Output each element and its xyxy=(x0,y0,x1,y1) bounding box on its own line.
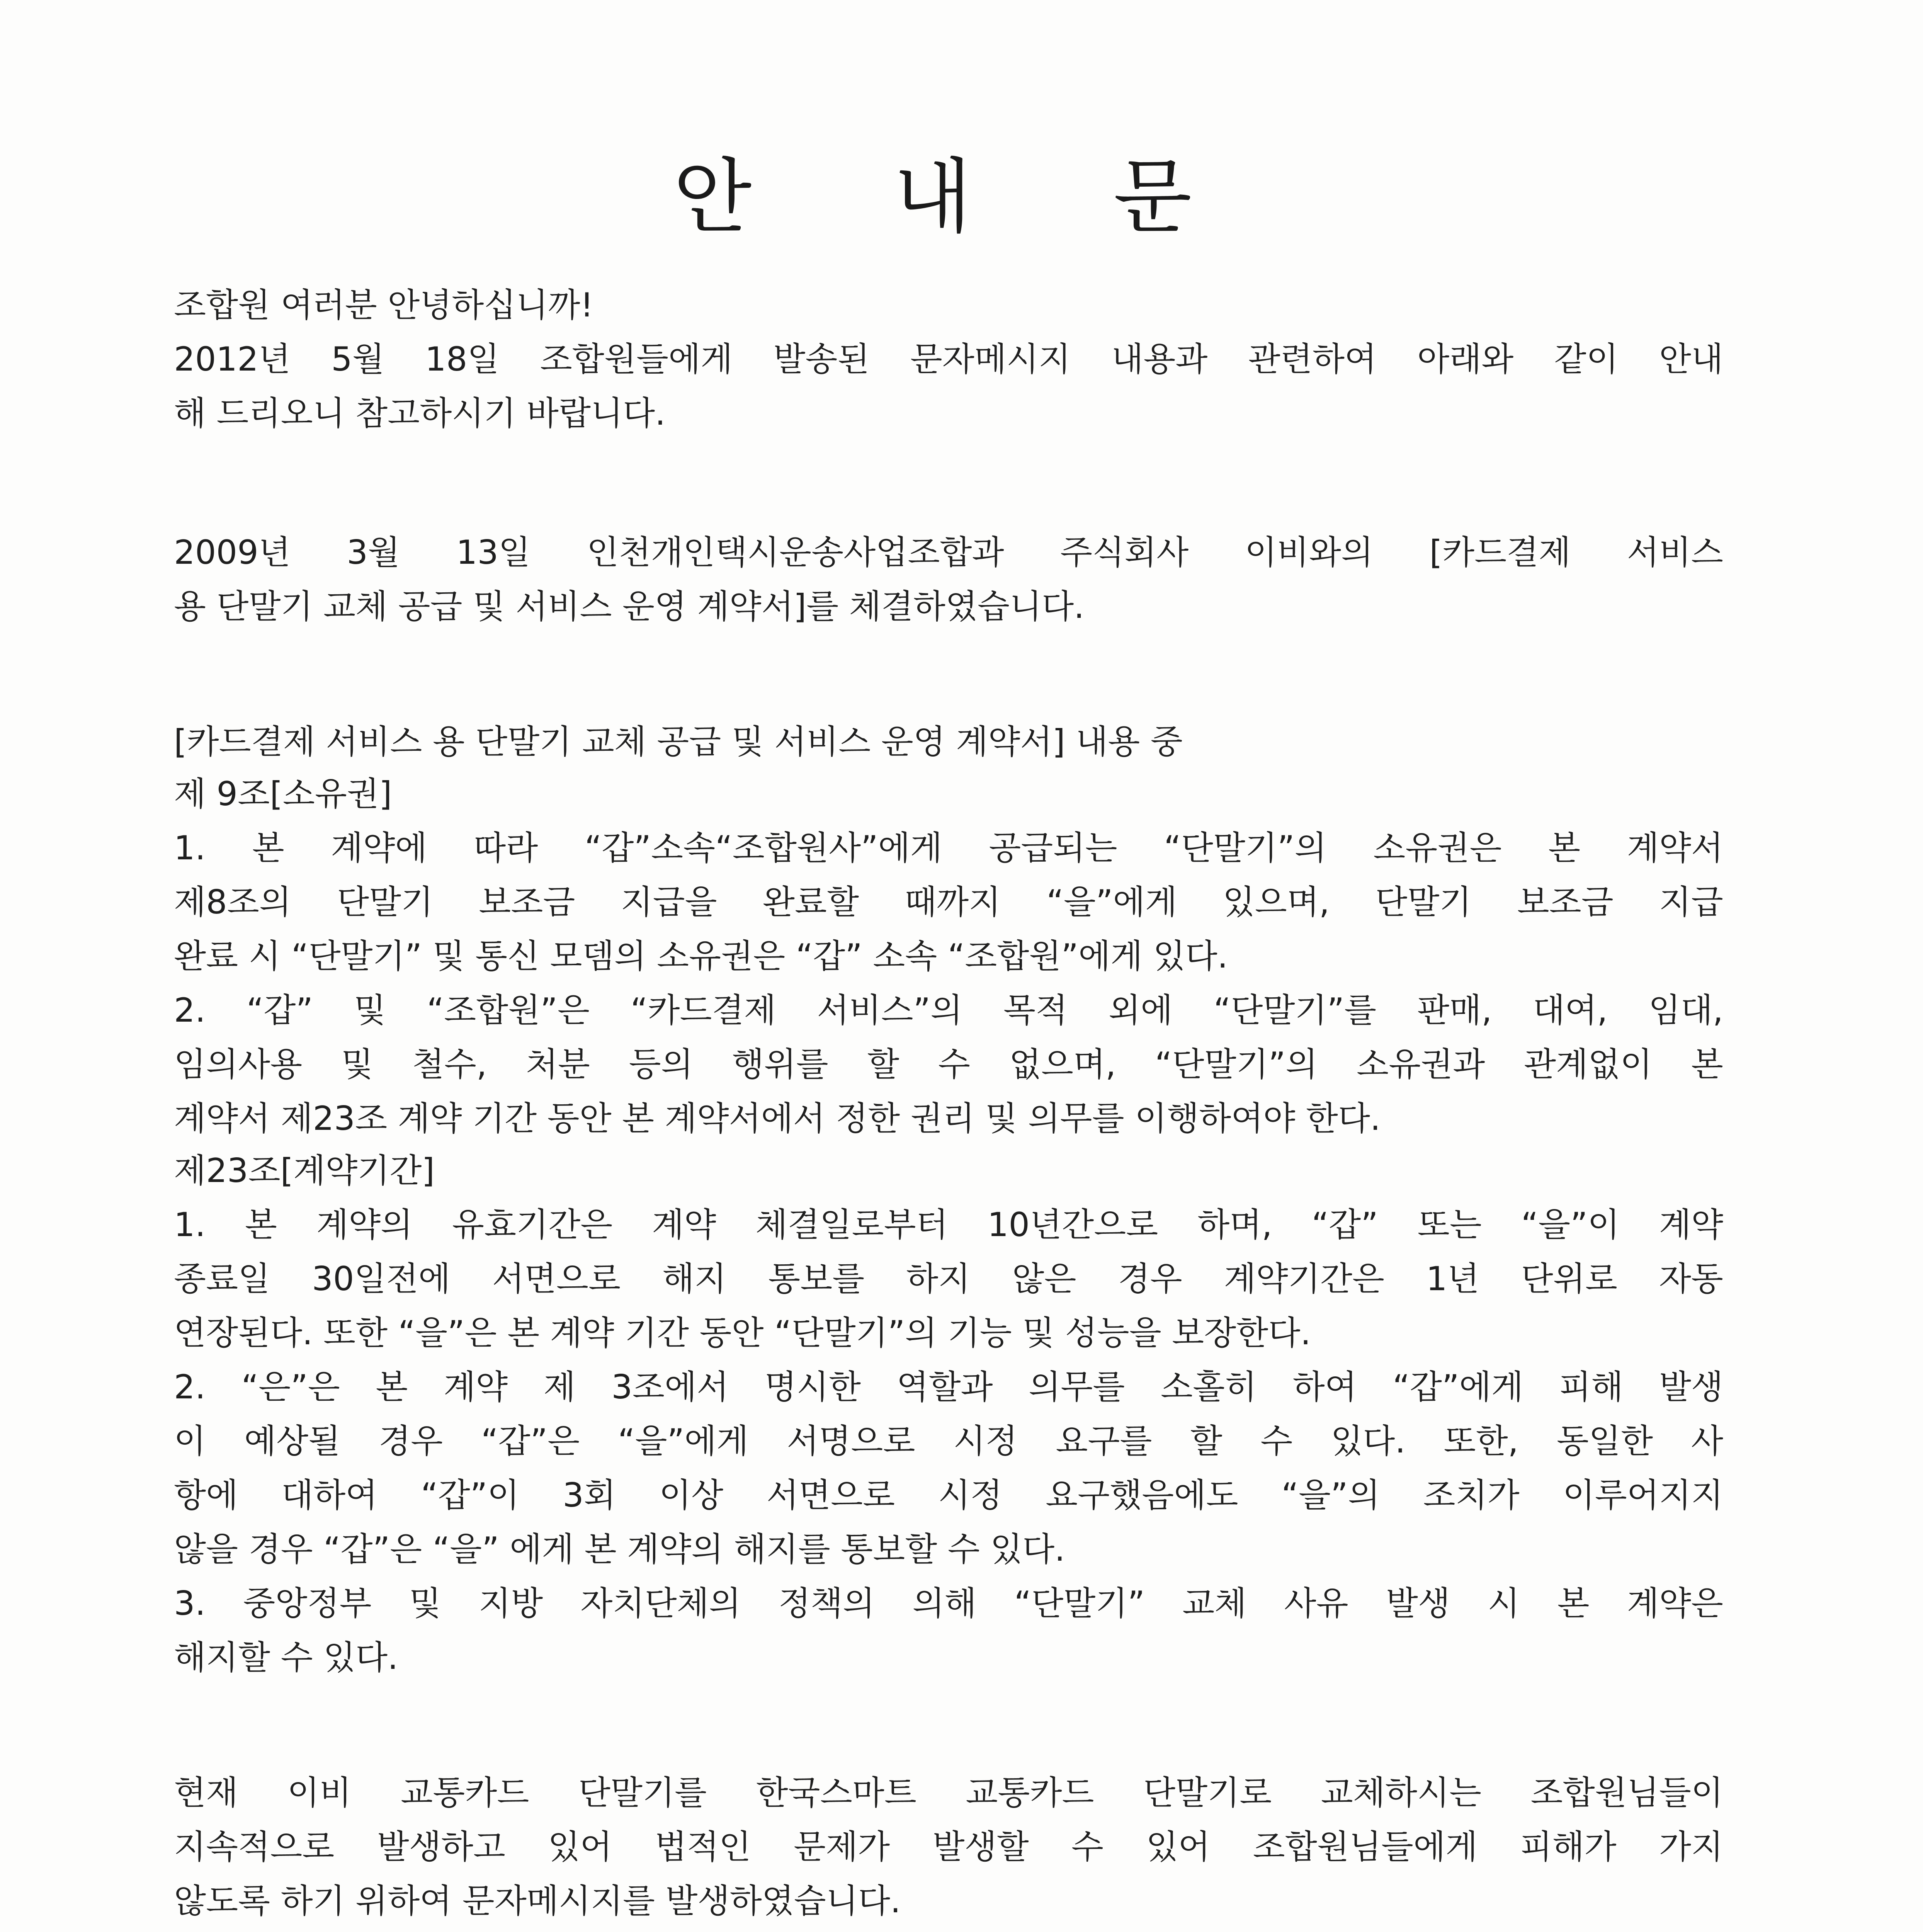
article-9-heading: 제 9조[소유권] xyxy=(174,775,392,813)
contract-line-1: 2009년 3월 13일 인천개인택시운송사업조합과 주식회사 이비와의 [카드결제 서비스 xyxy=(174,533,1723,572)
greeting-line: 조합원 여러분 안녕하십니까! xyxy=(174,286,594,325)
article-9-clause-2-line-1: 2. “갑” 및 “조합원”은 “카드결제 서비스”의 목적 외에 “단말기”를 판매, 대여, 임대, xyxy=(174,991,1723,1030)
article-9-clause-1-line-2: 제8조의 단말기 보조금 지급을 완료할 때까지 “을”에게 있으며, 단말기 보조금 지급 xyxy=(174,883,1723,922)
article-9-clause-2-line-3: 계약서 제23조 계약 기간 동안 본 계약서에서 정한 권리 및 의무를 이행하여야 한다. xyxy=(174,1099,1381,1138)
article-23-clause-1-line-2: 종료일 30일전에 서면으로 해지 통보를 하지 않은 경우 계약기간은 1년 단위로 자동 xyxy=(174,1260,1723,1298)
article-23-clause-1-line-3: 연장된다. 또한 “을”은 본 계약 기간 동안 “단말기”의 기능 및 성능을 보장한다. xyxy=(174,1314,1311,1352)
article-9-clause-1-line-1: 1. 본 계약에 따라 “갑”소속“조합원사”에게 공급되는 “단말기”의 소유권은 본 계약서 xyxy=(174,829,1723,867)
article-23-clause-1-line-1: 1. 본 계약의 유효기간은 계약 체결일로부터 10년간으로 하며, “갑” 또는 “을”이 계약 xyxy=(174,1206,1723,1244)
closing-line-3: 않도록 하기 위하여 문자메시지를 발생하였습니다. xyxy=(174,1882,901,1920)
article-9-clause-2-line-2: 임의사용 및 철수, 처분 등의 행위를 할 수 없으며, “단말기”의 소유권과 관계없이 본 xyxy=(174,1045,1723,1084)
article-23-clause-3-line-1: 3. 중앙정부 및 지방 자치단체의 정책의 의해 “단말기” 교체 사유 발생 시 본 계약은 xyxy=(174,1584,1723,1623)
contract-content-heading: [카드결제 서비스 용 단말기 교체 공급 및 서비스 운영 계약서] 내용 중 xyxy=(174,723,1183,761)
closing-line-1: 현재 이비 교통카드 단말기를 한국스마트 교통카드 단말기로 교체하시는 조합원님들이 xyxy=(174,1774,1723,1812)
article-9-clause-1-line-3: 완료 시 “단말기” 및 통신 모뎀의 소유권은 “갑” 소속 “조합원”에게 있다. xyxy=(174,937,1228,976)
article-23-clause-3-line-2: 해지할 수 있다. xyxy=(174,1638,398,1677)
article-23-heading: 제23조[계약기간] xyxy=(174,1151,435,1190)
article-23-clause-2-line-4: 않을 경우 “갑”은 “을” 에게 본 계약의 해지를 통보할 수 있다. xyxy=(174,1530,1065,1569)
closing-line-2: 지속적으로 발생하고 있어 법적인 문제가 발생할 수 있어 조합원님들에게 피해가 가지 xyxy=(174,1828,1723,1866)
article-23-clause-2-line-1: 2. “은”은 본 계약 제 3조에서 명시한 역할과 의무를 소홀히 하여 “갑”에게 피해 발생 xyxy=(174,1368,1723,1406)
document-title: 안 내 문 xyxy=(673,150,1250,244)
intro-line-1: 2012년 5월 18일 조합원들에게 발송된 문자메시지 내용과 관련하여 아래와 같이 안내 xyxy=(174,340,1723,379)
intro-line-2: 해 드리오니 참고하시기 바랍니다. xyxy=(174,394,666,433)
contract-line-2: 용 단말기 교체 공급 및 서비스 운영 계약서]를 체결하였습니다. xyxy=(174,587,1085,626)
article-23-clause-2-line-3: 항에 대하여 “갑”이 3회 이상 서면으로 시정 요구했음에도 “을”의 조치가 이루어지지 xyxy=(174,1476,1723,1515)
article-23-clause-2-line-2: 이 예상될 경우 “갑”은 “을”에게 서명으로 시정 요구를 할 수 있다. 또한, 동일한 사 xyxy=(174,1422,1723,1461)
